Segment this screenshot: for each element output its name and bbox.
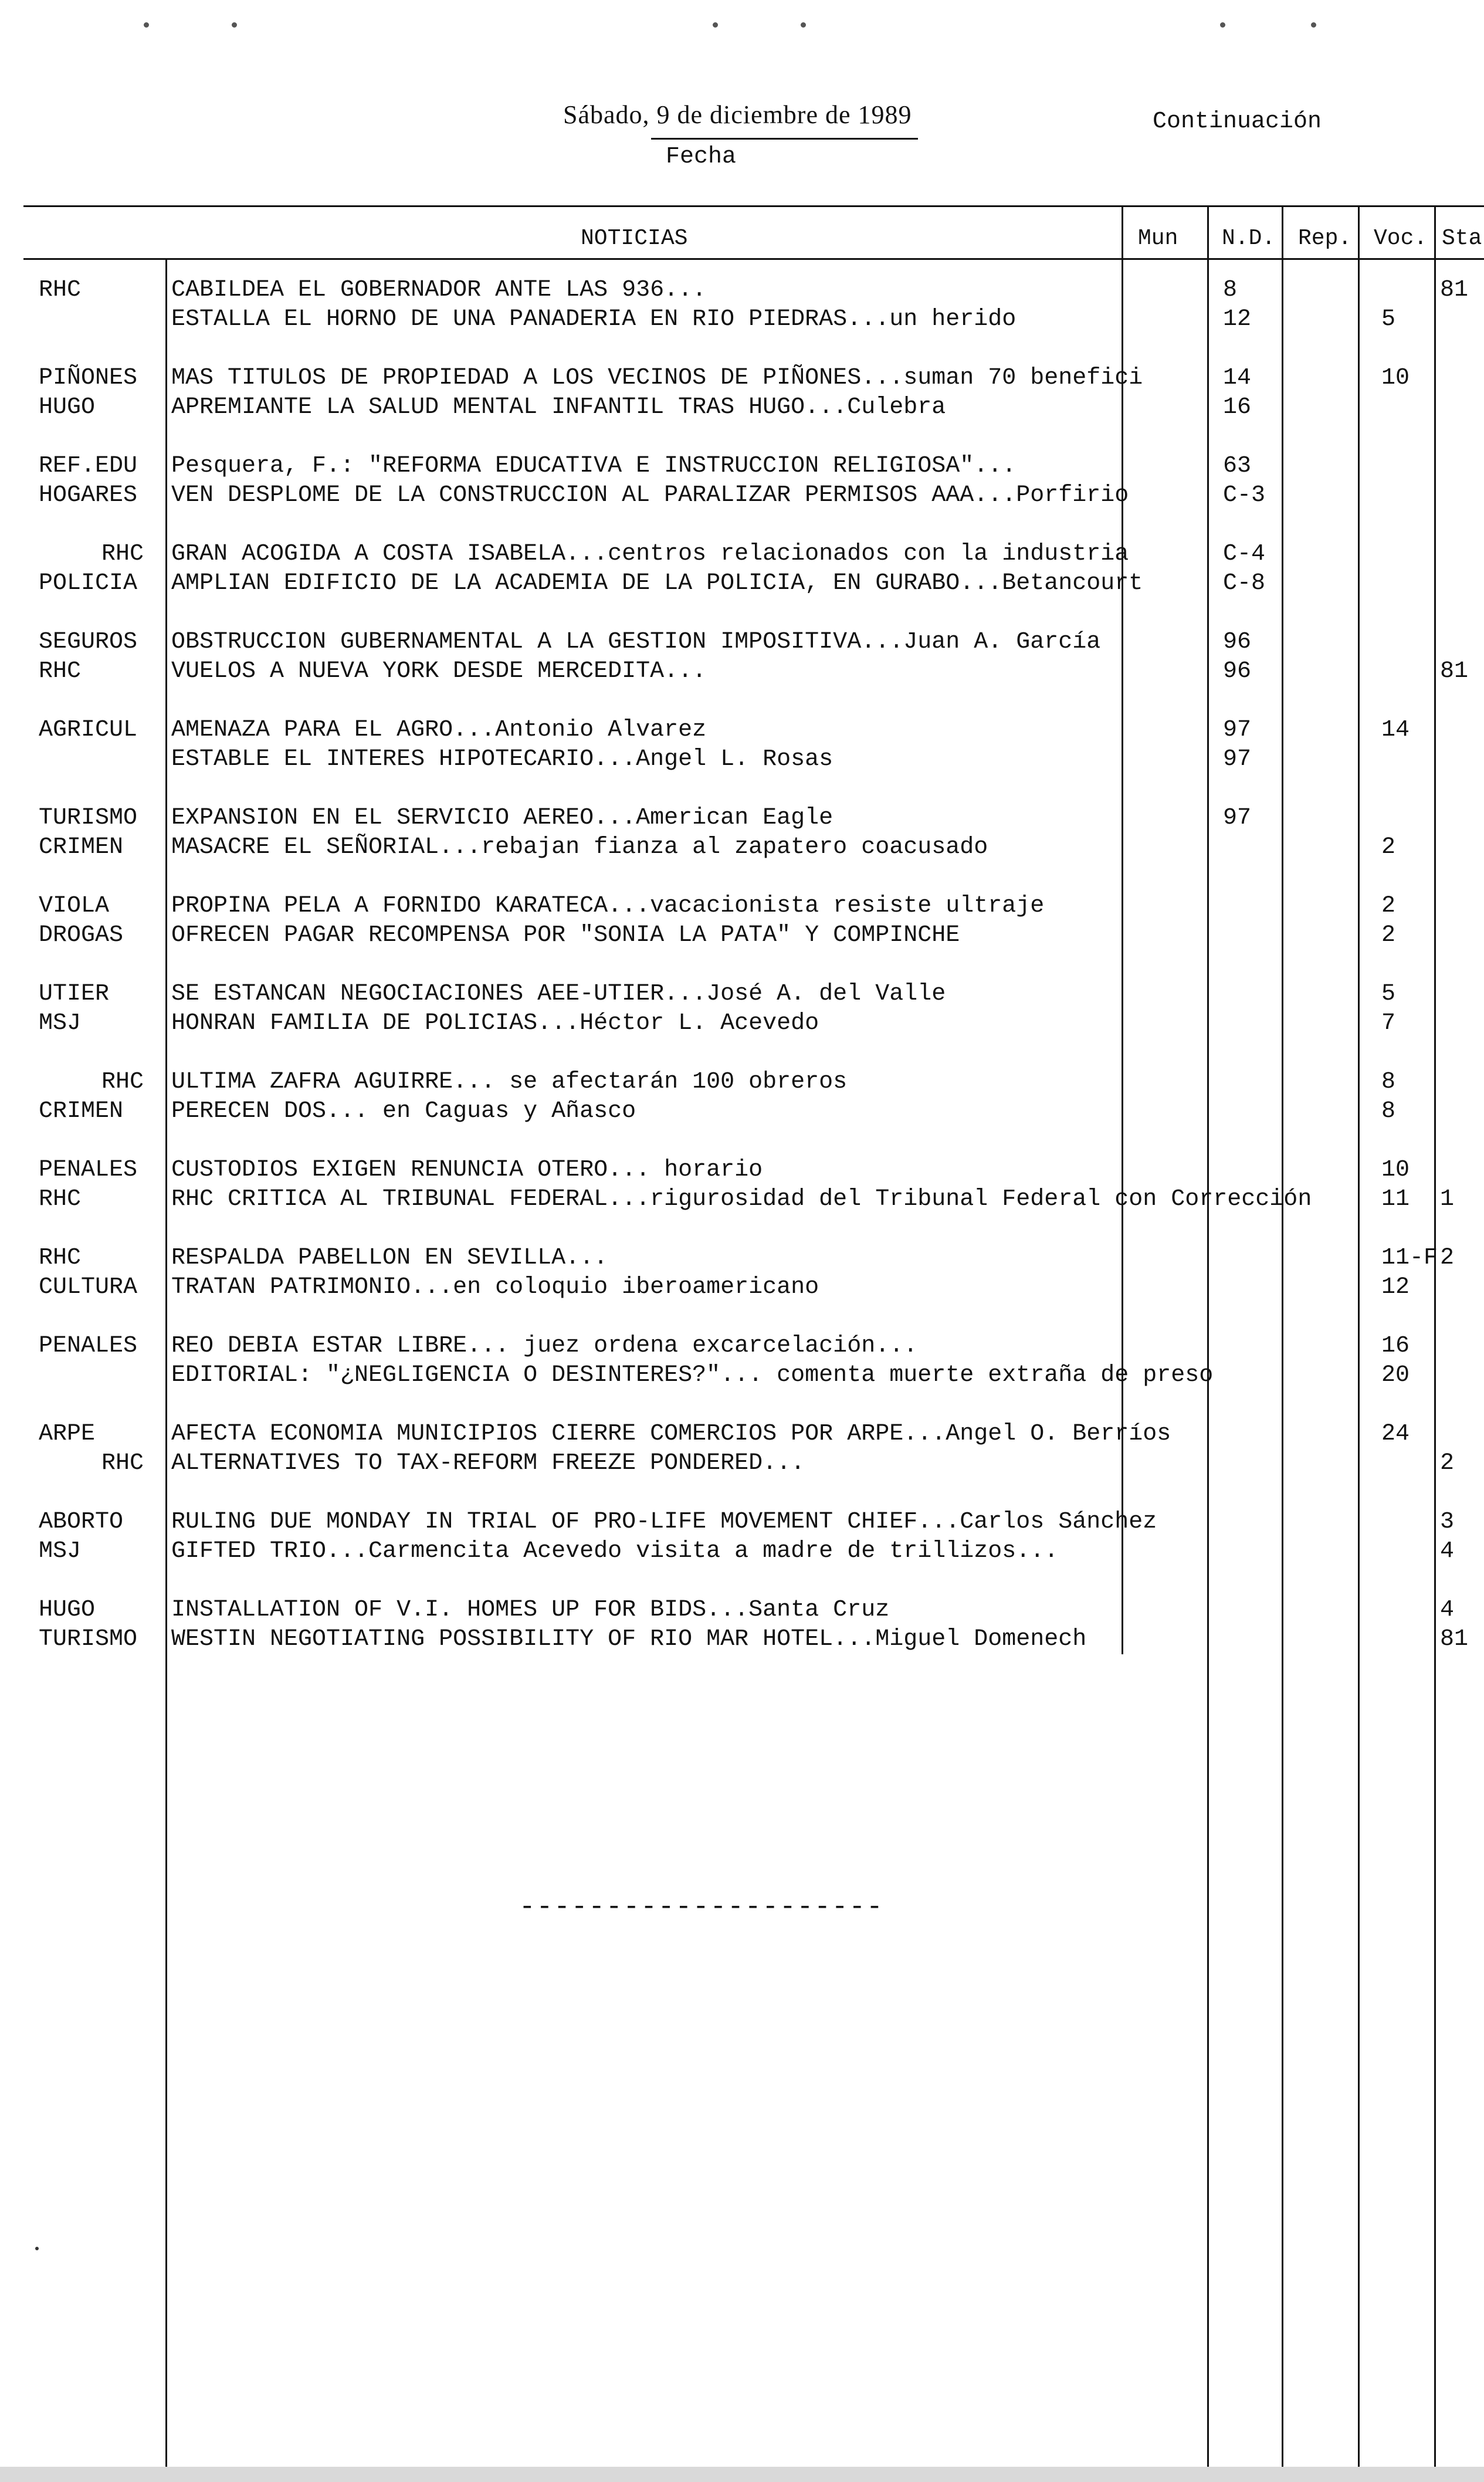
- row-section: VIOLA: [39, 893, 110, 919]
- list-item: [0, 745, 1484, 774]
- row-headline: MAS TITULOS DE PROPIEDAD A LOS VECINOS DE PIÑONES...suman 70 benefici: [171, 365, 1143, 391]
- row-section: RHC: [101, 1069, 144, 1095]
- list-item: [0, 481, 1484, 510]
- row-section: HUGO: [39, 1597, 96, 1623]
- list-item: [0, 1537, 1484, 1566]
- row-section: RHC: [39, 658, 82, 685]
- row-section: TURISMO: [39, 1626, 138, 1653]
- row-headline: OBSTRUCCION GUBERNAMENTAL A LA GESTION IMPOSITIVA...Juan A. García: [171, 629, 1101, 655]
- row-section: PENALES: [39, 1333, 138, 1359]
- list-item: [0, 1185, 1484, 1214]
- end-separator: ---------------------: [519, 1892, 884, 1922]
- row-nd: 96: [1223, 658, 1252, 685]
- list-item: [0, 1097, 1484, 1126]
- row-section: RHC: [39, 1245, 82, 1271]
- row-voc: 8: [1381, 1069, 1396, 1095]
- row-sta: 81: [1440, 1626, 1469, 1653]
- row-section: RHC: [101, 1450, 144, 1477]
- col-header-sta: Sta: [1442, 226, 1482, 251]
- row-headline: OFRECEN PAGAR RECOMPENSA POR "SONIA LA PATA" Y COMPINCHE: [171, 922, 960, 949]
- list-item: [0, 364, 1484, 393]
- list-item: [0, 276, 1484, 305]
- row-section: TURISMO: [39, 805, 138, 831]
- row-headline: CABILDEA EL GOBERNADOR ANTE LAS 936...: [171, 277, 707, 303]
- row-section: HOGARES: [39, 482, 138, 509]
- row-voc: 5: [1381, 306, 1396, 333]
- list-item: [0, 1508, 1484, 1537]
- list-item: [0, 452, 1484, 481]
- row-nd: 63: [1223, 453, 1252, 479]
- row-headline: AMENAZA PARA EL AGRO...Antonio Alvarez: [171, 717, 707, 743]
- continuation-label: Continuación: [1153, 109, 1322, 135]
- row-headline: MASACRE EL SEÑORIAL...rebajan fianza al zapatero coacusado: [171, 834, 988, 861]
- row-sta: 81: [1440, 658, 1469, 685]
- row-headline: RULING DUE MONDAY IN TRIAL OF PRO-LIFE MOVEMENT CHIEF...Carlos Sánchez: [171, 1509, 1157, 1535]
- list-item: [0, 1068, 1484, 1097]
- row-voc: 2: [1381, 893, 1396, 919]
- row-section: CRIMEN: [39, 834, 124, 861]
- list-item: [0, 804, 1484, 833]
- row-nd: 16: [1223, 394, 1252, 421]
- row-headline: WESTIN NEGOTIATING POSSIBILITY OF RIO MAR HOTEL...Miguel Domenech: [171, 1626, 1087, 1653]
- table-header-rule: [23, 258, 1484, 260]
- row-voc: 11-F: [1381, 1245, 1438, 1271]
- row-voc: 8: [1381, 1098, 1396, 1125]
- list-item: [0, 540, 1484, 569]
- row-voc: 11: [1381, 1186, 1410, 1213]
- list-item: [0, 1449, 1484, 1478]
- list-item: [0, 892, 1484, 921]
- row-headline: ESTABLE EL INTERES HIPOTECARIO...Angel L. Rosas: [171, 746, 834, 773]
- row-sta: 81: [1440, 277, 1469, 303]
- list-item: [0, 393, 1484, 422]
- row-nd: 97: [1223, 805, 1252, 831]
- row-section: ABORTO: [39, 1509, 124, 1535]
- row-nd: C-4: [1223, 541, 1266, 567]
- row-headline: AMPLIAN EDIFICIO DE LA ACADEMIA DE LA POLICIA, EN GURABO...Betancourt: [171, 570, 1143, 597]
- list-item: [0, 1596, 1484, 1625]
- row-section: MSJ: [39, 1010, 82, 1037]
- list-item: [0, 1420, 1484, 1449]
- table-top-rule: [23, 205, 1484, 207]
- row-headline: HONRAN FAMILIA DE POLICIAS...Héctor L. Acevedo: [171, 1010, 819, 1037]
- col-header-noticias: NOTICIAS: [581, 226, 688, 251]
- row-section: ARPE: [39, 1421, 96, 1447]
- row-section: REF.EDU: [39, 453, 138, 479]
- row-headline: ESTALLA EL HORNO DE UNA PANADERIA EN RIO PIEDRAS...un herido: [171, 306, 1017, 333]
- row-headline: PERECEN DOS... en Caguas y Añasco: [171, 1098, 636, 1125]
- row-sta: 4: [1440, 1597, 1455, 1623]
- row-voc: 2: [1381, 922, 1396, 949]
- row-sta: 4: [1440, 1538, 1455, 1565]
- row-voc: 10: [1381, 365, 1410, 391]
- row-headline: CUSTODIOS EXIGEN RENUNCIA OTERO... horario: [171, 1157, 763, 1183]
- row-sta: 3: [1440, 1509, 1455, 1535]
- row-headline: INSTALLATION OF V.I. HOMES UP FOR BIDS...Santa Cruz: [171, 1597, 890, 1623]
- row-section: MSJ: [39, 1538, 82, 1565]
- row-headline: EDITORIAL: "¿NEGLIGENCIA O DESINTERES?"... comenta muerte extraña de preso: [171, 1362, 1214, 1389]
- scan-bottom-edge: [0, 2467, 1484, 2482]
- date-label: Fecha: [666, 144, 737, 170]
- list-item: [0, 1156, 1484, 1185]
- list-item: [0, 1244, 1484, 1273]
- col-header-voc: Voc.: [1374, 226, 1428, 251]
- list-item: [0, 569, 1484, 598]
- row-voc: 10: [1381, 1157, 1410, 1183]
- row-nd: 14: [1223, 365, 1252, 391]
- row-section: DROGAS: [39, 922, 124, 949]
- row-sta: 2: [1440, 1245, 1455, 1271]
- row-section: POLICIA: [39, 570, 138, 597]
- row-headline: Pesquera, F.: "REFORMA EDUCATIVA E INSTRUCCION RELIGIOSA"...: [171, 453, 1017, 479]
- list-item: [0, 657, 1484, 686]
- list-item: [0, 921, 1484, 950]
- list-item: [0, 1625, 1484, 1654]
- list-item: [0, 716, 1484, 745]
- row-section: HUGO: [39, 394, 96, 421]
- row-voc: 2: [1381, 834, 1396, 861]
- row-nd: 96: [1223, 629, 1252, 655]
- row-nd: 8: [1223, 277, 1238, 303]
- row-section: RHC: [101, 541, 144, 567]
- list-item: [0, 1332, 1484, 1361]
- row-voc: 12: [1381, 1274, 1410, 1301]
- row-section: RHC: [39, 277, 82, 303]
- stray-mark: [35, 2247, 39, 2250]
- list-item: [0, 305, 1484, 334]
- col-header-nd: N.D.: [1222, 226, 1276, 251]
- col-header-mun: Mun: [1138, 226, 1178, 251]
- list-item: [0, 833, 1484, 862]
- row-section: CRIMEN: [39, 1098, 124, 1125]
- row-headline: VUELOS A NUEVA YORK DESDE MERCEDITA...: [171, 658, 707, 685]
- row-section: UTIER: [39, 981, 110, 1007]
- row-section: CULTURA: [39, 1274, 138, 1301]
- list-item: [0, 1273, 1484, 1302]
- row-headline: SE ESTANCAN NEGOCIACIONES AEE-UTIER...José A. del Valle: [171, 981, 946, 1007]
- row-voc: 24: [1381, 1421, 1410, 1447]
- row-nd: 97: [1223, 746, 1252, 773]
- row-headline: APREMIANTE LA SALUD MENTAL INFANTIL TRAS HUGO...Culebra: [171, 394, 946, 421]
- row-headline: GRAN ACOGIDA A COSTA ISABELA...centros relacionados con la industria: [171, 541, 1129, 567]
- row-sta: 2: [1440, 1450, 1455, 1477]
- row-voc: 14: [1381, 717, 1410, 743]
- row-voc: 7: [1381, 1010, 1396, 1037]
- row-section: SEGUROS: [39, 629, 138, 655]
- row-nd: 12: [1223, 306, 1252, 333]
- row-headline: ULTIMA ZAFRA AGUIRRE... se afectarán 100 obreros: [171, 1069, 848, 1095]
- report-date: Sábado, 9 de diciembre de 1989: [563, 100, 912, 129]
- row-headline: VEN DESPLOME DE LA CONSTRUCCION AL PARALIZAR PERMISOS AAA...Porfirio: [171, 482, 1129, 509]
- date-underline: [651, 138, 918, 140]
- list-item: [0, 1361, 1484, 1390]
- row-headline: EXPANSION EN EL SERVICIO AEREO...American Eagle: [171, 805, 834, 831]
- list-item: [0, 1009, 1484, 1038]
- row-sta: 1: [1440, 1186, 1455, 1213]
- row-headline: RESPALDA PABELLON EN SEVILLA...: [171, 1245, 608, 1271]
- row-voc: 5: [1381, 981, 1396, 1007]
- row-voc: 20: [1381, 1362, 1410, 1389]
- row-headline: RHC CRITICA AL TRIBUNAL FEDERAL...rigurosidad del Tribunal Federal con Corrección: [171, 1186, 1312, 1213]
- row-headline: REO DEBIA ESTAR LIBRE... juez ordena excarcelación...: [171, 1333, 918, 1359]
- list-item: [0, 628, 1484, 657]
- list-item: [0, 980, 1484, 1009]
- col-header-rep: Rep.: [1298, 226, 1352, 251]
- row-headline: ALTERNATIVES TO TAX-REFORM FREEZE PONDERED...: [171, 1450, 805, 1477]
- row-nd: C-3: [1223, 482, 1266, 509]
- row-nd: C-8: [1223, 570, 1266, 597]
- row-section: PIÑONES: [39, 365, 138, 391]
- row-nd: 97: [1223, 717, 1252, 743]
- row-section: AGRICUL: [39, 717, 138, 743]
- row-headline: AFECTA ECONOMIA MUNICIPIOS CIERRE COMERCIOS POR ARPE...Angel O. Berríos: [171, 1421, 1171, 1447]
- row-section: PENALES: [39, 1157, 138, 1183]
- row-voc: 16: [1381, 1333, 1410, 1359]
- row-headline: TRATAN PATRIMONIO...en coloquio iberoamericano: [171, 1274, 819, 1301]
- row-headline: GIFTED TRIO...Carmencita Acevedo visita a madre de trillizos...: [171, 1538, 1059, 1565]
- row-headline: PROPINA PELA A FORNIDO KARATECA...vacacionista resiste ultraje: [171, 893, 1045, 919]
- row-section: RHC: [39, 1186, 82, 1213]
